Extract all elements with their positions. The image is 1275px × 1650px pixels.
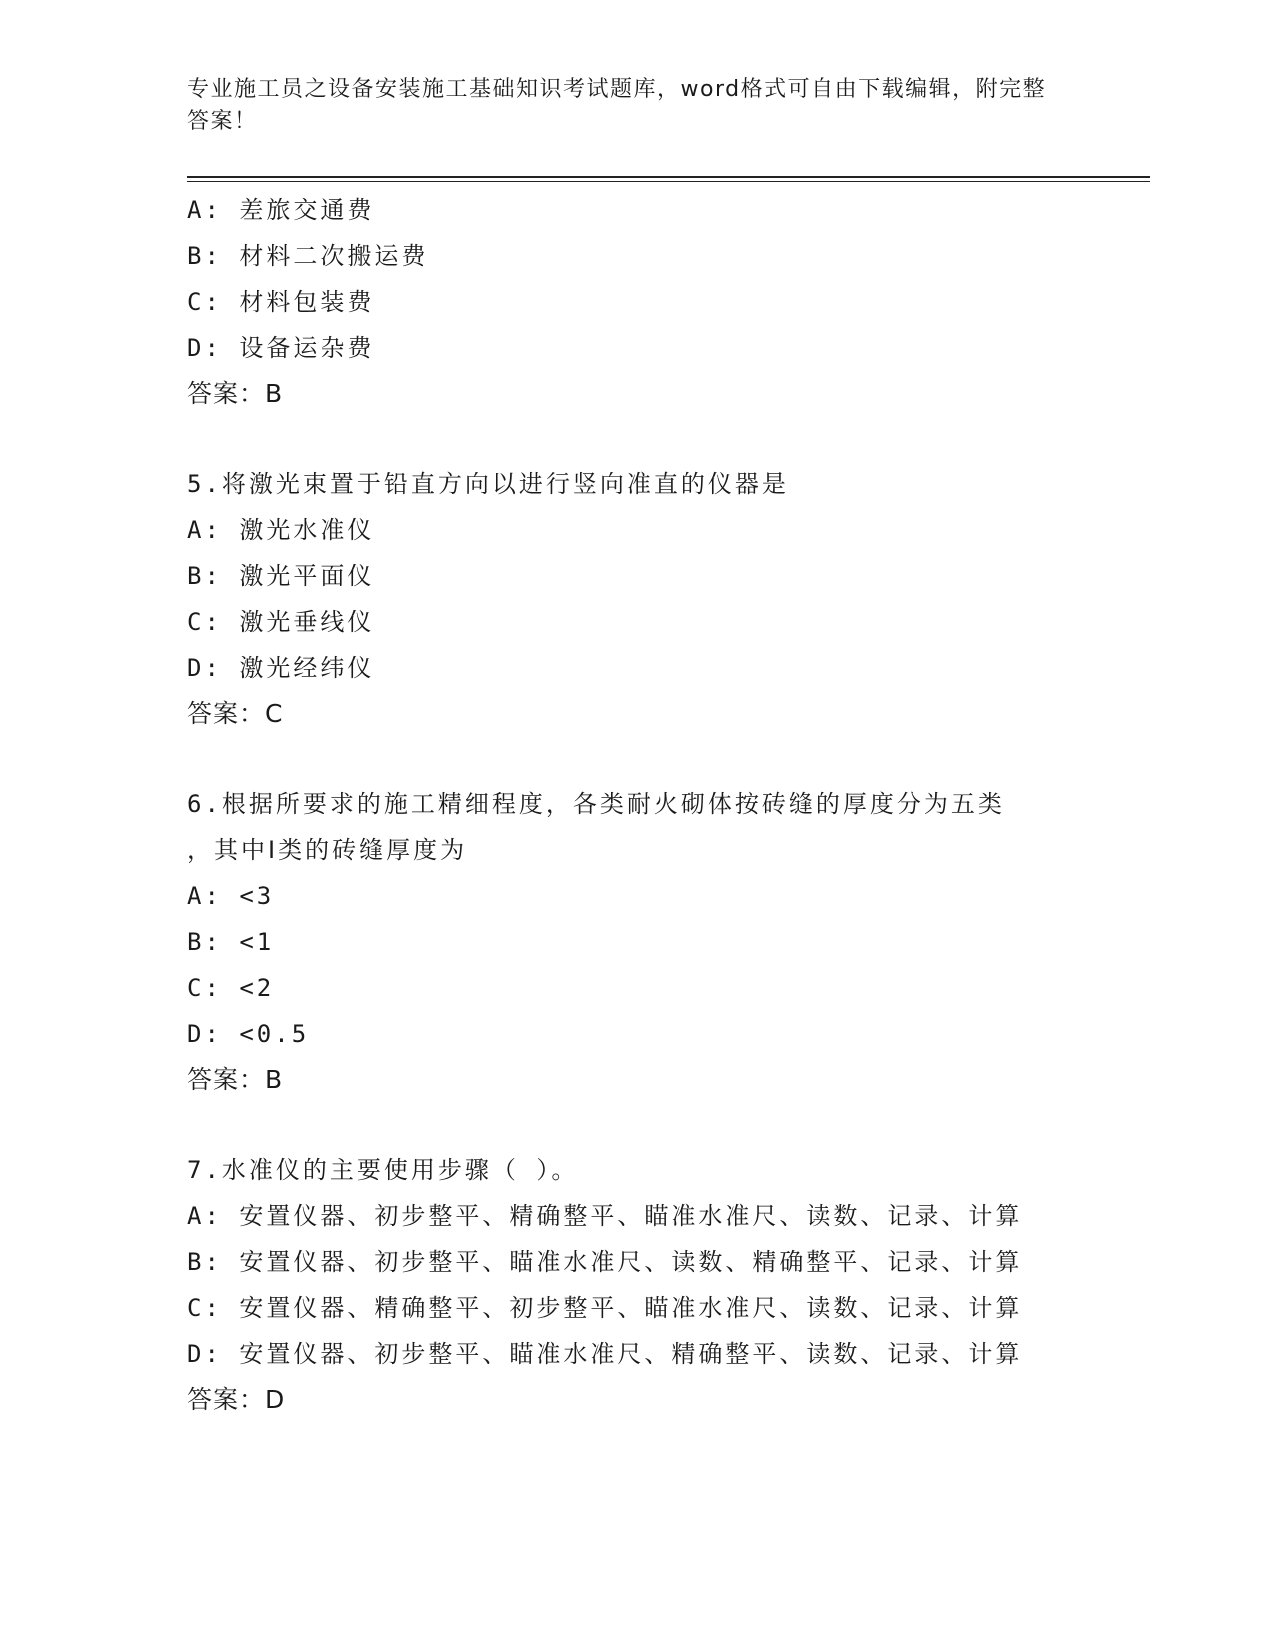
question-text-line-2: ，其中Ⅰ类的砖缝厚度为 — [187, 836, 468, 864]
option-d: D: 设备运杂费 — [187, 334, 375, 362]
answer: 答案：D — [187, 1385, 286, 1414]
question-text: 7.水准仪的主要使用步骤（ ）。 — [187, 1156, 579, 1184]
option-b: B: 激光平面仪 — [187, 562, 375, 590]
option-a: A: 激光水准仪 — [187, 516, 375, 544]
option-b: B: <1 — [187, 928, 275, 956]
question-text-line-1: 6.根据所要求的施工精细程度，各类耐火砌体按砖缝的厚度分为五类 — [187, 790, 1005, 818]
option-c: C: 激光垂线仪 — [187, 608, 375, 636]
document-header: 专业施工员之设备安装施工基础知识考试题库，word格式可自由下载编辑，附完整答案！ — [187, 77, 1047, 134]
answer: 答案：B — [187, 379, 284, 408]
question-6 — [187, 781, 1087, 1103]
header-rule-thick — [187, 176, 1150, 178]
option-d: D: <0.5 — [187, 1020, 310, 1048]
option-a: A: <3 — [187, 882, 275, 910]
option-b: B: 材料二次搬运费 — [187, 242, 429, 270]
question-list — [187, 187, 1087, 1423]
option-d: D: 安置仪器、初步整平、瞄准水准尺、精确整平、读数、记录、计算 — [187, 1340, 1023, 1368]
option-a: A: 差旅交通费 — [187, 196, 375, 224]
question-5 — [187, 461, 1087, 737]
option-a: A: 安置仪器、初步整平、精确整平、瞄准水准尺、读数、记录、计算 — [187, 1202, 1023, 1230]
answer: 答案：B — [187, 1065, 284, 1094]
option-b: B: 安置仪器、初步整平、瞄准水准尺、读数、精确整平、记录、计算 — [187, 1248, 1023, 1276]
question-text: 5.将激光束置于铅直方向以进行竖向准直的仪器是 — [187, 470, 789, 498]
answer: 答案：C — [187, 699, 284, 728]
question-4 — [187, 187, 1087, 417]
option-d: D: 激光经纬仪 — [187, 654, 375, 682]
option-c: C: <2 — [187, 974, 275, 1002]
option-c: C: 材料包装费 — [187, 288, 375, 316]
question-7 — [187, 1147, 1087, 1423]
option-c: C: 安置仪器、精确整平、初步整平、瞄准水准尺、读数、记录、计算 — [187, 1294, 1023, 1322]
header-rule-thin — [187, 181, 1150, 182]
